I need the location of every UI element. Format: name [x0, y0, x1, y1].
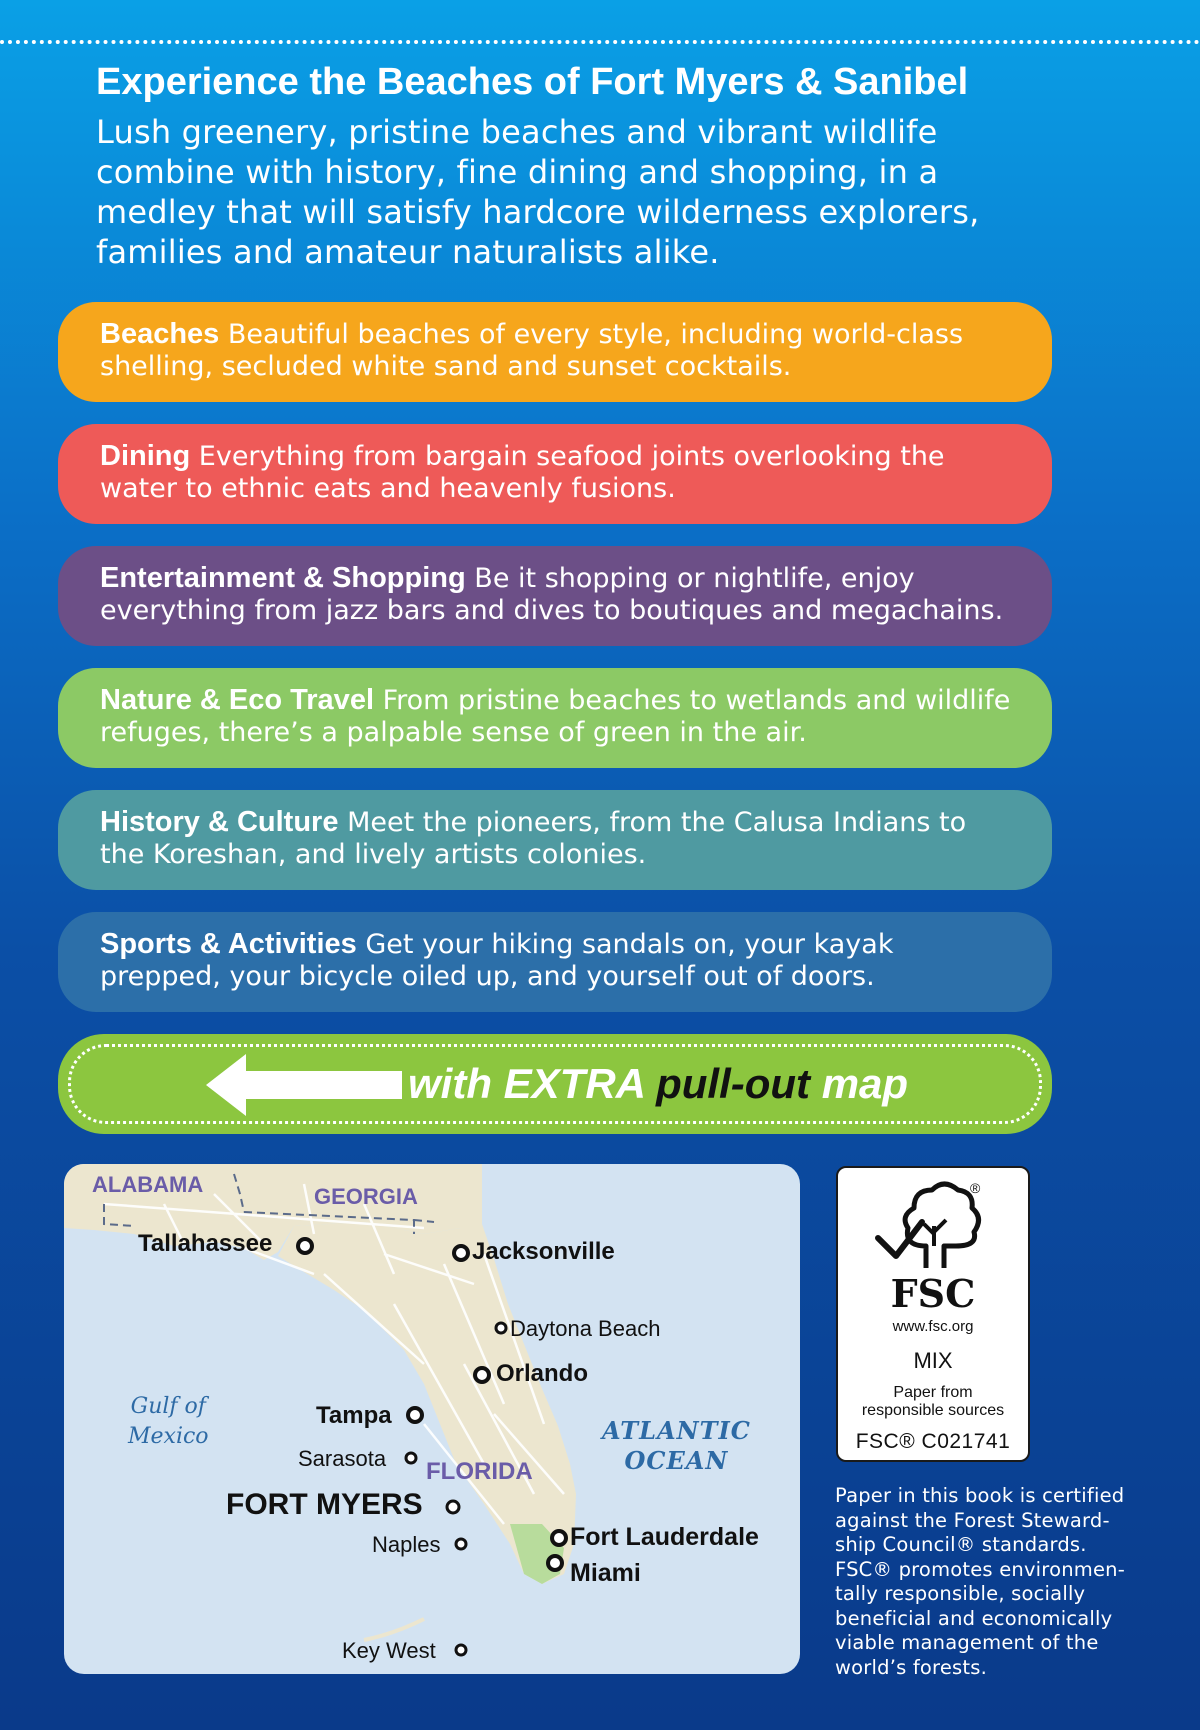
category-text: Be it shopping or nightlife, enjoy	[465, 563, 915, 594]
registered-mark: ®	[970, 1180, 981, 1196]
category-text: shelling, secluded white sand and sunset cocktails.	[100, 351, 792, 382]
intro-line: Lush greenery, pristine beaches and vibrant wildlife	[96, 113, 938, 151]
fsc-paper-text: Paper from responsible sources	[861, 1384, 1005, 1419]
intro-text	[96, 112, 1136, 272]
banner-text: with EXTRA pull-out map	[408, 1060, 909, 1107]
category-heading: Beaches	[100, 318, 220, 350]
fsc-certification-logo	[836, 1166, 1030, 1462]
fsc-mix-label: MIX	[913, 1348, 953, 1373]
city-sarasota: Sarasota	[298, 1446, 387, 1471]
category-text: everything from jazz bars and dives to boutiques and megachains.	[100, 595, 1004, 626]
pull-out-map-banner	[58, 1034, 1052, 1134]
category-text: water to ethnic eats and heavenly fusions.	[100, 473, 676, 504]
fsc-license-code: FSC® C021741	[855, 1430, 1011, 1453]
dotted-divider	[0, 40, 1200, 44]
state-label-florida: FLORIDA	[426, 1458, 533, 1485]
city-tallahassee: Tallahassee	[138, 1230, 273, 1257]
city-fort-lauderdale: Fort Lauderdale	[570, 1523, 759, 1551]
category-heading: History & Culture	[100, 806, 339, 838]
city-tampa: Tampa	[316, 1402, 392, 1429]
category-heading: Sports & Activities	[100, 928, 357, 960]
category-text: Get your hiking sandals on, your kayak	[356, 929, 894, 960]
category-sports-activities	[58, 912, 1052, 1012]
city-orlando: Orlando	[496, 1360, 589, 1387]
category-text: Beautiful beaches of every style, including world-class	[219, 319, 964, 350]
arrow-left-icon	[206, 1054, 406, 1116]
city-naples: Naples	[372, 1532, 441, 1557]
city-daytona-beach: Daytona Beach	[510, 1316, 661, 1341]
category-dining	[58, 424, 1052, 524]
state-label-alabama: ALABAMA	[92, 1172, 204, 1197]
category-text: From pristine beaches to wetlands and wildlife	[374, 685, 1011, 716]
city-jacksonville: Jacksonville	[472, 1238, 615, 1265]
category-nature-eco	[58, 668, 1052, 768]
city-miami: Miami	[570, 1559, 641, 1587]
category-beaches	[58, 302, 1052, 402]
fsc-certification-note: Paper in this book is certified against the Forest Steward- ship Council® standards. FSC® promotes environmen- tally responsible, socially beneficial and economically viable management of the world’s forests.	[835, 1484, 1125, 1679]
page-title: Experience the Beaches of Fort Myers & Sanibel	[96, 61, 969, 103]
category-text: prepped, your bicycle oiled up, and yourself out of doors.	[100, 961, 875, 992]
category-heading: Nature & Eco Travel	[100, 684, 374, 716]
city-fort-myers: FORT MYERS	[226, 1488, 423, 1521]
intro-line: combine with history, fine dining and shopping, in a	[96, 153, 939, 191]
water-label-gulf: Gulf of Mexico	[128, 1394, 209, 1449]
intro-line: families and amateur naturalists alike.	[96, 233, 720, 271]
intro-line: medley that will satisfy hardcore wilderness explorers,	[96, 193, 980, 231]
state-label-georgia: GEORGIA	[314, 1184, 418, 1209]
category-entertainment-shopping	[58, 546, 1052, 646]
fsc-tree-checkmark-icon	[874, 1176, 994, 1276]
category-text: Everything from bargain seafood joints overlooking the	[190, 441, 945, 472]
category-heading: Dining	[100, 440, 191, 472]
category-text: refuges, there’s a palpable sense of green in the air.	[100, 717, 807, 748]
category-text: Meet the pioneers, from the Calusa Indians to	[338, 807, 967, 838]
fsc-url: www.fsc.org	[892, 1318, 974, 1335]
category-heading: Entertainment & Shopping	[100, 562, 466, 594]
category-history-culture	[58, 790, 1052, 890]
florida-map	[64, 1164, 800, 1674]
city-key-west: Key West	[342, 1638, 436, 1663]
fsc-brand: FSC	[890, 1271, 976, 1316]
category-text: the Koreshan, and lively artists colonies.	[100, 839, 647, 870]
water-label-atlantic: ATLANTIC OCEAN	[602, 1416, 751, 1475]
